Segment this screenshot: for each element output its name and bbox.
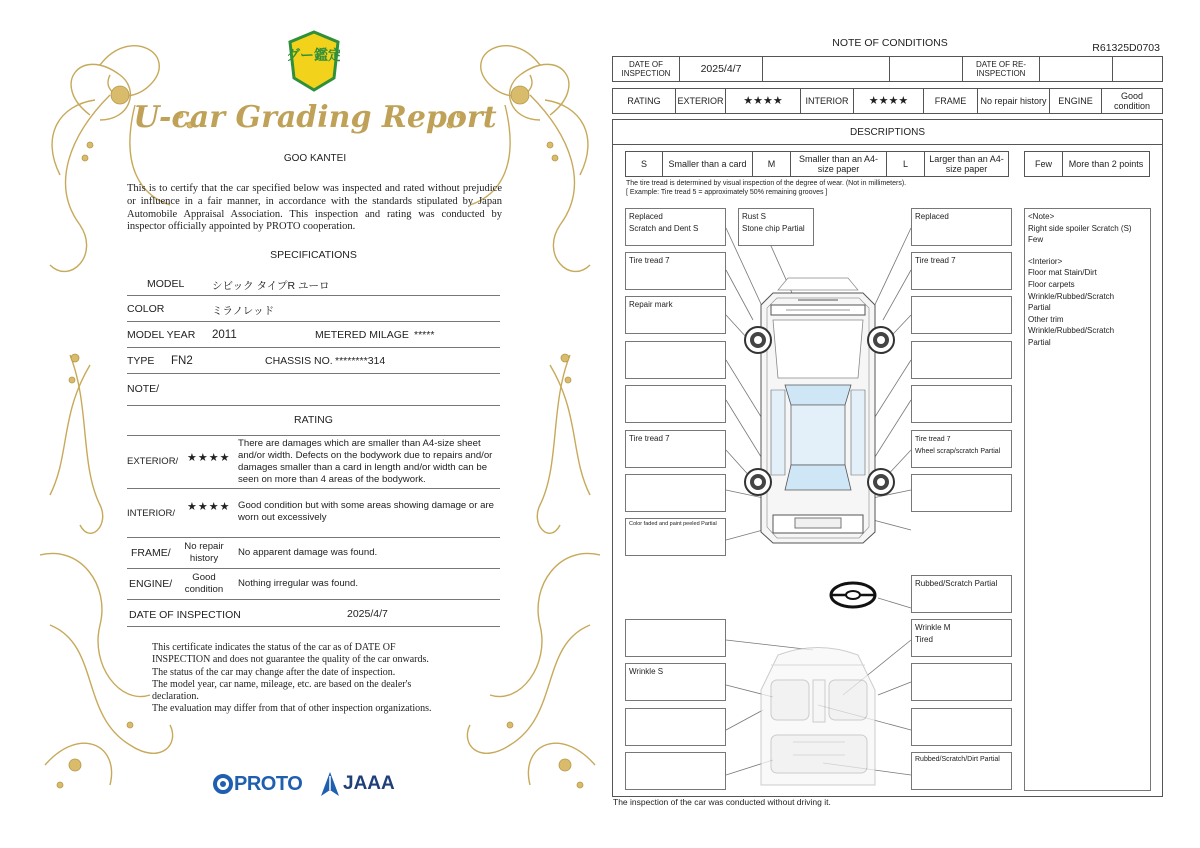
note-box-left-8 <box>625 518 726 556</box>
note-box-text: Rubbed/Scratch/Dirt Partial <box>915 756 1000 763</box>
note-box-right-12 <box>911 752 1012 790</box>
descriptions-panel <box>612 119 1163 797</box>
model-year-label: MODEL YEAR <box>127 329 196 341</box>
jaaa-logo-text: JAAA <box>343 773 395 794</box>
legend-m-text: Smaller than an A4-size paper <box>791 152 887 176</box>
date-blank-cell <box>890 57 963 81</box>
note-box-right-9 <box>911 619 1012 657</box>
exterior-row <box>127 436 500 489</box>
note-box-right-3 <box>911 296 1012 334</box>
report-subtitle: GOO KANTEI <box>283 153 347 164</box>
specifications-heading: SPECIFICATIONS <box>270 249 357 261</box>
date-blank-cell <box>763 57 890 81</box>
note-box-right-8 <box>911 575 1012 613</box>
interior-line: Floor mat Stain/Dirt <box>1028 268 1097 278</box>
color-label: COLOR <box>127 303 165 315</box>
frame-label: FRAME/ <box>131 547 171 559</box>
model-label: MODEL <box>147 278 185 290</box>
note-box-left-4 <box>625 341 726 379</box>
note-box-text: Tire tread 7 <box>629 256 670 265</box>
disclaimer-line: This certificate indicates the status of the car as of DATE OF <box>152 642 396 653</box>
grading-certificate <box>40 25 600 825</box>
legend-few: Few <box>1025 152 1063 176</box>
engine-label: ENGINE <box>1050 89 1102 113</box>
report-id: R61325D0703 <box>1092 42 1160 54</box>
re-inspection-value <box>1040 57 1113 81</box>
jaaa-logo <box>320 770 395 798</box>
rating-table <box>612 88 1163 114</box>
conditions-title: NOTE OF CONDITIONS <box>832 37 948 49</box>
interior-line: Floor carpets <box>1028 279 1075 289</box>
note-box-left-6 <box>625 430 726 468</box>
note-box-text: Tire tread 7 <box>629 434 670 443</box>
note-box-text: Rubbed/Scratch Partial <box>915 579 998 588</box>
engine-label: ENGINE/ <box>129 578 173 590</box>
footer-note: The inspection of the car was conducted without driving it. <box>613 797 831 807</box>
note-heading: <Note> <box>1028 212 1055 221</box>
note-box-left-2 <box>625 252 726 290</box>
note-box-text: Replaced Scratch and Dent S <box>629 212 699 233</box>
legend-m: M <box>753 152 791 176</box>
note-box-text: Repair mark <box>629 300 673 309</box>
car-top-view <box>745 278 894 543</box>
badge-label: グー鑑定 <box>288 48 340 64</box>
exterior-stars: ★★★★ <box>726 89 801 113</box>
note-box-center-1 <box>738 208 814 246</box>
interior-stars: ★★★★ <box>854 89 924 113</box>
interior-line: Wrinkle/Rubbed/Scratch <box>1028 326 1115 336</box>
note-box-text: Rust S Stone chip Partial <box>742 212 805 233</box>
exterior-label: EXTERIOR/ <box>127 456 179 467</box>
note-box-left-12 <box>625 752 726 790</box>
frame-value: No repair history <box>184 541 224 564</box>
interior-row <box>127 488 500 538</box>
note-box-left-9 <box>625 619 726 657</box>
disclaimer-line: The evaluation may differ from that of other inspection organizations. <box>152 703 432 715</box>
interior-label: INTERIOR/ <box>127 508 176 519</box>
note-box-right-10 <box>911 663 1012 701</box>
exterior-description: There are damages which are smaller than A4-size sheet and/or width. Defects on the bodywork due to repairs and/or damages smaller than a card in length and/or width can be seen on more than 4 areas of the bodywork. <box>238 438 493 485</box>
model-value: シビック タイプR ユーロ <box>212 280 330 292</box>
note-box-right-4 <box>911 341 1012 379</box>
frame-label: FRAME <box>924 89 978 113</box>
proto-logo <box>212 770 302 798</box>
disclaimer-line: declaration. <box>152 691 199 703</box>
chassis-label: CHASSIS NO. <box>265 355 333 367</box>
date-of-inspection-label: DATE OF INSPECTION <box>613 57 680 81</box>
note-box-left-10 <box>625 663 726 701</box>
note-box-text: Tire tread 7 Wheel scrap/scratch Partial <box>915 436 1001 456</box>
note-box-left-5 <box>625 385 726 423</box>
legend-l-text: Larger than an A4-size paper <box>929 153 1004 174</box>
note-box-text: Color faded and paint peeled Partial <box>629 521 717 527</box>
model-year-value: 2011 <box>212 329 237 341</box>
inspection-date-row <box>127 599 500 627</box>
goo-kantei-badge <box>288 30 340 92</box>
note-box-right-6 <box>911 430 1012 468</box>
note-line: Few <box>1028 235 1044 245</box>
interior-line: Other trim <box>1028 314 1064 324</box>
frame-row <box>127 537 500 569</box>
note-box-text: Wrinkle M Tired <box>915 623 951 644</box>
disclaimer-line: The model year, car name, mileage, etc. are based on the dealer's <box>152 678 412 690</box>
proto-logo-text: PROTO <box>234 772 303 795</box>
disclaimer <box>152 642 492 716</box>
color-row <box>127 295 500 322</box>
note-box-right-5 <box>911 385 1012 423</box>
type-label: TYPE <box>127 355 155 367</box>
interior-line: Partial <box>1028 303 1051 313</box>
note-box-left-11 <box>625 708 726 746</box>
legend-s-text: Smaller than a card <box>663 152 753 176</box>
note-box-left-1 <box>625 208 726 246</box>
tire-note-2: [ Example: Tire tread 5 = approximately 50% remaining grooves ] <box>626 189 828 196</box>
date-of-inspection-value: 2025/4/7 <box>680 57 763 81</box>
mileage-label: METERED MILAGE <box>315 329 409 341</box>
disclaimer-line: INSPECTION and does not guarantee the quality of the car onwards. <box>152 654 429 666</box>
model-row <box>127 269 500 296</box>
interior-description: Good condition but with some areas showing damage or are worn out excessively <box>238 500 494 523</box>
exterior-label: EXTERIOR <box>676 89 726 113</box>
note-box-text: Replaced <box>915 212 949 221</box>
mileage-value: ***** <box>414 329 435 341</box>
note-row <box>127 373 500 406</box>
note-line: Right side spoiler Scratch (S) <box>1028 223 1132 233</box>
note-panel <box>1024 208 1151 791</box>
interior-line: Wrinkle/Rubbed/Scratch <box>1028 291 1115 301</box>
engine-value: Good condition <box>1113 90 1151 111</box>
jaaa-mark-icon <box>320 771 340 797</box>
interior-line: Partial <box>1028 337 1051 347</box>
note-box-right-2 <box>911 252 1012 290</box>
engine-value: Good condition <box>184 572 224 595</box>
note-box-text: Tire tread 7 <box>915 256 956 265</box>
steering-wheel-icon <box>831 583 875 607</box>
proto-mark-icon <box>212 773 234 795</box>
chassis-value: ********314 <box>335 355 386 367</box>
legend-s: S <box>626 152 663 176</box>
frame-description: No apparent damage was found. <box>238 547 378 558</box>
type-value: FN2 <box>171 355 193 367</box>
note-box-right-7 <box>911 474 1012 512</box>
interior-label: INTERIOR <box>801 89 854 113</box>
few-legend <box>1024 151 1150 177</box>
tire-note-1: The tire tread is determined by visual inspection of the degree of wear. (Not in millimeters). <box>626 180 907 187</box>
descriptions-heading: DESCRIPTIONS <box>613 120 1162 145</box>
note-box-right-1 <box>911 208 1012 246</box>
certificate-intro: This is to certify that the car specified below was inspected and rated without prejudice or influence in a fair manner, in accordance with the standards stipulated by Japan Automobile Appraisal Association. This inspection and rating was conducted by inspector officially appointed by PROTO cooperation. <box>127 183 502 233</box>
interior-stars: ★★★★ <box>187 501 231 513</box>
engine-description: Nothing irregular was found. <box>238 578 358 589</box>
exterior-stars: ★★★★ <box>187 452 231 464</box>
note-box-text: Wrinkle S <box>629 667 664 676</box>
type-row <box>127 347 500 374</box>
rating-heading: RATING <box>294 414 333 426</box>
report-title: U-car Grading Report <box>133 100 497 135</box>
inspection-date-value: 2025/4/7 <box>347 608 388 620</box>
disclaimer-line: The status of the car may change after the date of inspection. <box>152 666 396 678</box>
car-interior-view <box>761 648 875 786</box>
engine-row <box>127 568 500 600</box>
note-of-conditions <box>610 35 1165 815</box>
inspection-date-label: DATE OF INSPECTION <box>129 609 241 621</box>
re-inspection-label: DATE OF RE-INSPECTION <box>963 57 1040 81</box>
color-value: ミラノレッド <box>212 305 275 317</box>
interior-heading: <Interior> <box>1028 256 1063 266</box>
note-box-right-11 <box>911 708 1012 746</box>
inspection-date-table <box>612 56 1163 82</box>
frame-value: No repair history <box>978 89 1050 113</box>
note-box-left-3 <box>625 296 726 334</box>
legend-few-text: More than 2 points <box>1068 158 1144 169</box>
note-label: NOTE/ <box>127 383 160 395</box>
rating-label: RATING <box>613 89 676 113</box>
legend-l: L <box>887 152 925 176</box>
note-box-left-7 <box>625 474 726 512</box>
model-year-row <box>127 321 500 348</box>
